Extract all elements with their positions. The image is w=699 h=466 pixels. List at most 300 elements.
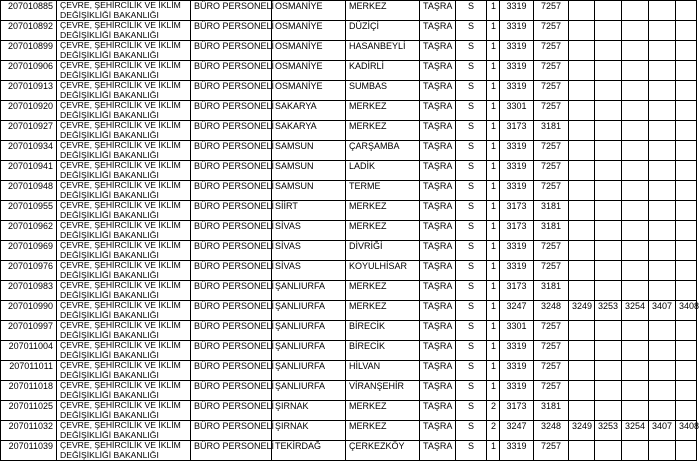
qualification-code-cell xyxy=(649,441,676,461)
unit-type-cell: TAŞRA xyxy=(420,421,456,441)
qualification-code-cell xyxy=(595,61,622,81)
position-code-cell: 207011025 xyxy=(1,401,57,421)
qualification-code-cell xyxy=(622,81,649,101)
qualification-code-cell xyxy=(595,21,622,41)
qualification-code-cell xyxy=(622,21,649,41)
qualification-code-cell xyxy=(622,141,649,161)
district-cell: MERKEZ xyxy=(346,421,420,441)
qualification-code-cell xyxy=(622,221,649,241)
unit-type-cell: TAŞRA xyxy=(420,1,456,21)
qualification-code-cell xyxy=(595,161,622,181)
province-cell: SAMSUN xyxy=(272,161,346,181)
qualification-code-cell xyxy=(569,201,595,221)
qualification-code-cell xyxy=(676,321,697,341)
province-cell: OSMANİYE xyxy=(272,61,346,81)
qualification-code-cell: 7257 xyxy=(534,21,569,41)
qualification-code-cell xyxy=(622,161,649,181)
district-cell: BİRECİK xyxy=(346,341,420,361)
qualification-code-cell xyxy=(569,181,595,201)
position-code-cell: 207010885 xyxy=(1,1,57,21)
quota-cell: 1 xyxy=(487,141,500,161)
qualification-code-cell xyxy=(595,241,622,261)
qualification-code-cell xyxy=(649,41,676,61)
qualification-code-cell xyxy=(649,81,676,101)
qualification-code-cell xyxy=(569,121,595,141)
qualification-code-cell: 3181 xyxy=(534,401,569,421)
qualification-code-cell: 3407 xyxy=(649,301,676,321)
district-cell: ÇERKEZKÖY xyxy=(346,441,420,461)
qualification-code-cell xyxy=(622,121,649,141)
qualification-code-cell: 7257 xyxy=(534,141,569,161)
class-cell: S xyxy=(456,41,487,61)
qualification-code-cell xyxy=(676,241,697,261)
qualification-code-cell: 7257 xyxy=(534,241,569,261)
province-cell: OSMANİYE xyxy=(272,81,346,101)
qualification-code-cell xyxy=(569,161,595,181)
qualification-code-cell xyxy=(676,81,697,101)
district-cell: MERKEZ xyxy=(346,121,420,141)
qualification-code-cell xyxy=(569,101,595,121)
institution-cell: ÇEVRE, ŞEHİRCİLİK VE İKLİM DEĞİŞİKLİĞİ BAKANLIĞI xyxy=(57,121,191,141)
qualification-code-cell: 7257 xyxy=(534,381,569,401)
qualification-code-cell: 3319 xyxy=(500,261,534,281)
district-cell: HİLVAN xyxy=(346,361,420,381)
table-row xyxy=(1,61,697,81)
qualification-code-cell xyxy=(569,41,595,61)
qualification-code-cell: 3319 xyxy=(500,181,534,201)
class-cell: S xyxy=(456,21,487,41)
position-code-cell: 207010983 xyxy=(1,281,57,301)
qualification-code-cell: 3253 xyxy=(595,301,622,321)
qualification-code-cell: 3319 xyxy=(500,61,534,81)
quota-cell: 1 xyxy=(487,61,500,81)
qualification-code-cell xyxy=(595,221,622,241)
qualification-code-cell xyxy=(649,101,676,121)
province-cell: SİVAS xyxy=(272,221,346,241)
position-code-cell: 207011032 xyxy=(1,421,57,441)
qualification-code-cell: 3319 xyxy=(500,381,534,401)
table-row xyxy=(1,441,697,461)
class-cell: S xyxy=(456,401,487,421)
qualification-code-cell xyxy=(622,41,649,61)
institution-cell: ÇEVRE, ŞEHİRCİLİK VE İKLİM DEĞİŞİKLİĞİ BAKANLIĞI xyxy=(57,261,191,281)
qualification-code-cell: 3181 xyxy=(534,201,569,221)
institution-cell: ÇEVRE, ŞEHİRCİLİK VE İKLİM DEĞİŞİKLİĞİ BAKANLIĞI xyxy=(57,361,191,381)
qualification-code-cell xyxy=(622,1,649,21)
qualification-code-cell xyxy=(649,161,676,181)
table-row xyxy=(1,381,697,401)
table-row xyxy=(1,1,697,21)
position-title-cell: BÜRO PERSONELİ xyxy=(191,381,272,401)
position-code-cell: 207010920 xyxy=(1,101,57,121)
table-row xyxy=(1,81,697,101)
qualification-code-cell: 3301 xyxy=(500,321,534,341)
unit-type-cell: TAŞRA xyxy=(420,341,456,361)
qualification-code-cell: 3319 xyxy=(500,341,534,361)
class-cell: S xyxy=(456,301,487,321)
province-cell: SAKARYA xyxy=(272,121,346,141)
class-cell: S xyxy=(456,361,487,381)
district-cell: SUMBAS xyxy=(346,81,420,101)
qualification-code-cell: 3407 xyxy=(649,421,676,441)
position-code-cell: 207010969 xyxy=(1,241,57,261)
unit-type-cell: TAŞRA xyxy=(420,181,456,201)
qualification-code-cell: 3408 xyxy=(676,421,697,441)
qualification-code-cell xyxy=(595,141,622,161)
qualification-code-cell xyxy=(622,61,649,81)
province-cell: SAMSUN xyxy=(272,181,346,201)
qualification-code-cell xyxy=(676,221,697,241)
qualification-code-cell: 3254 xyxy=(622,421,649,441)
qualification-code-cell: 7257 xyxy=(534,321,569,341)
table-row xyxy=(1,361,697,381)
class-cell: S xyxy=(456,101,487,121)
qualification-code-cell xyxy=(676,41,697,61)
qualification-code-cell: 3173 xyxy=(500,221,534,241)
qualification-code-cell xyxy=(569,401,595,421)
institution-cell: ÇEVRE, ŞEHİRCİLİK VE İKLİM DEĞİŞİKLİĞİ BAKANLIĞI xyxy=(57,201,191,221)
qualification-code-cell xyxy=(569,241,595,261)
qualification-code-cell xyxy=(676,381,697,401)
qualification-code-cell xyxy=(595,41,622,61)
institution-cell: ÇEVRE, ŞEHİRCİLİK VE İKLİM DEĞİŞİKLİĞİ BAKANLIĞI xyxy=(57,101,191,121)
institution-cell: ÇEVRE, ŞEHİRCİLİK VE İKLİM DEĞİŞİKLİĞİ BAKANLIĞI xyxy=(57,441,191,461)
position-code-cell: 207010934 xyxy=(1,141,57,161)
position-title-cell: BÜRO PERSONELİ xyxy=(191,121,272,141)
qualification-code-cell xyxy=(569,221,595,241)
position-title-cell: BÜRO PERSONELİ xyxy=(191,401,272,421)
qualification-code-cell: 3254 xyxy=(622,301,649,321)
province-cell: OSMANİYE xyxy=(272,41,346,61)
quota-cell: 1 xyxy=(487,121,500,141)
institution-cell: ÇEVRE, ŞEHİRCİLİK VE İKLİM DEĞİŞİKLİĞİ BAKANLIĞI xyxy=(57,41,191,61)
unit-type-cell: TAŞRA xyxy=(420,281,456,301)
qualification-code-cell: 3319 xyxy=(500,81,534,101)
qualification-code-cell: 7257 xyxy=(534,181,569,201)
qualification-code-cell: 3319 xyxy=(500,141,534,161)
qualification-code-cell xyxy=(649,381,676,401)
institution-cell: ÇEVRE, ŞEHİRCİLİK VE İKLİM DEĞİŞİKLİĞİ BAKANLIĞI xyxy=(57,21,191,41)
class-cell: S xyxy=(456,321,487,341)
qualification-code-cell xyxy=(622,381,649,401)
district-cell: MERKEZ xyxy=(346,281,420,301)
qualification-code-cell: 3248 xyxy=(534,421,569,441)
qualification-code-cell: 7257 xyxy=(534,161,569,181)
province-cell: SİİRT xyxy=(272,201,346,221)
qualification-code-cell xyxy=(676,261,697,281)
district-cell: MERKEZ xyxy=(346,221,420,241)
qualification-code-cell: 7257 xyxy=(534,361,569,381)
qualification-code-cell xyxy=(569,81,595,101)
institution-cell: ÇEVRE, ŞEHİRCİLİK VE İKLİM DEĞİŞİKLİĞİ BAKANLIĞI xyxy=(57,281,191,301)
table-row xyxy=(1,241,697,261)
position-title-cell: BÜRO PERSONELİ xyxy=(191,141,272,161)
position-code-cell: 207010997 xyxy=(1,321,57,341)
table-row xyxy=(1,401,697,421)
qualification-code-cell: 3173 xyxy=(500,201,534,221)
qualification-code-cell xyxy=(649,361,676,381)
qualification-code-cell xyxy=(622,401,649,421)
qualification-code-cell: 3247 xyxy=(500,421,534,441)
qualification-code-cell xyxy=(649,61,676,81)
district-cell: MERKEZ xyxy=(346,1,420,21)
qualification-code-cell xyxy=(569,261,595,281)
qualification-code-cell xyxy=(649,321,676,341)
qualification-code-cell: 3319 xyxy=(500,441,534,461)
position-title-cell: BÜRO PERSONELİ xyxy=(191,1,272,21)
province-cell: OSMANİYE xyxy=(272,1,346,21)
qualification-code-cell xyxy=(676,281,697,301)
province-cell: SİVAS xyxy=(272,241,346,261)
institution-cell: ÇEVRE, ŞEHİRCİLİK VE İKLİM DEĞİŞİKLİĞİ BAKANLIĞI xyxy=(57,421,191,441)
qualification-code-cell xyxy=(622,101,649,121)
qualification-code-cell xyxy=(649,341,676,361)
position-title-cell: BÜRO PERSONELİ xyxy=(191,241,272,261)
class-cell: S xyxy=(456,141,487,161)
province-cell: ŞANLIURFA xyxy=(272,281,346,301)
position-title-cell: BÜRO PERSONELİ xyxy=(191,261,272,281)
qualification-code-cell xyxy=(622,281,649,301)
quota-cell: 1 xyxy=(487,221,500,241)
position-title-cell: BÜRO PERSONELİ xyxy=(191,361,272,381)
institution-cell: ÇEVRE, ŞEHİRCİLİK VE İKLİM DEĞİŞİKLİĞİ BAKANLIĞI xyxy=(57,221,191,241)
quota-cell: 1 xyxy=(487,321,500,341)
qualification-code-cell xyxy=(595,321,622,341)
table-row xyxy=(1,101,697,121)
unit-type-cell: TAŞRA xyxy=(420,141,456,161)
class-cell: S xyxy=(456,1,487,21)
quota-cell: 1 xyxy=(487,361,500,381)
table-row xyxy=(1,221,697,241)
qualification-code-cell xyxy=(622,321,649,341)
position-code-cell: 207011004 xyxy=(1,341,57,361)
position-title-cell: BÜRO PERSONELİ xyxy=(191,221,272,241)
qualification-code-cell xyxy=(649,221,676,241)
qualification-code-cell: 3248 xyxy=(534,301,569,321)
unit-type-cell: TAŞRA xyxy=(420,101,456,121)
class-cell: S xyxy=(456,341,487,361)
table-row xyxy=(1,341,697,361)
qualification-code-cell xyxy=(595,441,622,461)
qualification-code-cell: 3301 xyxy=(500,101,534,121)
quota-cell: 1 xyxy=(487,201,500,221)
qualification-code-cell: 3173 xyxy=(500,121,534,141)
institution-cell: ÇEVRE, ŞEHİRCİLİK VE İKLİM DEĞİŞİKLİĞİ BAKANLIĞI xyxy=(57,241,191,261)
institution-cell: ÇEVRE, ŞEHİRCİLİK VE İKLİM DEĞİŞİKLİĞİ BAKANLIĞI xyxy=(57,401,191,421)
class-cell: S xyxy=(456,61,487,81)
institution-cell: ÇEVRE, ŞEHİRCİLİK VE İKLİM DEĞİŞİKLİĞİ BAKANLIĞI xyxy=(57,341,191,361)
province-cell: ŞANLIURFA xyxy=(272,381,346,401)
qualification-code-cell xyxy=(649,241,676,261)
table-row xyxy=(1,161,697,181)
qualification-code-cell xyxy=(595,121,622,141)
unit-type-cell: TAŞRA xyxy=(420,301,456,321)
qualification-code-cell xyxy=(676,441,697,461)
qualification-code-cell: 3249 xyxy=(569,301,595,321)
qualification-code-cell: 3247 xyxy=(500,301,534,321)
district-cell: DİVRİĞİ xyxy=(346,241,420,261)
quota-cell: 1 xyxy=(487,181,500,201)
qualification-code-cell: 3408 xyxy=(676,301,697,321)
position-code-cell: 207011011 xyxy=(1,361,57,381)
quota-cell: 1 xyxy=(487,1,500,21)
qualification-code-cell xyxy=(569,441,595,461)
position-title-cell: BÜRO PERSONELİ xyxy=(191,21,272,41)
qualification-code-cell xyxy=(622,181,649,201)
province-cell: OSMANİYE xyxy=(272,21,346,41)
qualification-code-cell xyxy=(622,201,649,221)
institution-cell: ÇEVRE, ŞEHİRCİLİK VE İKLİM DEĞİŞİKLİĞİ BAKANLIĞI xyxy=(57,381,191,401)
qualification-code-cell xyxy=(676,121,697,141)
province-cell: SİVAS xyxy=(272,261,346,281)
unit-type-cell: TAŞRA xyxy=(420,441,456,461)
class-cell: S xyxy=(456,181,487,201)
unit-type-cell: TAŞRA xyxy=(420,201,456,221)
class-cell: S xyxy=(456,421,487,441)
position-code-cell: 207010913 xyxy=(1,81,57,101)
unit-type-cell: TAŞRA xyxy=(420,381,456,401)
quota-cell: 1 xyxy=(487,441,500,461)
qualification-code-cell: 7257 xyxy=(534,341,569,361)
qualification-code-cell: 3173 xyxy=(500,281,534,301)
class-cell: S xyxy=(456,201,487,221)
qualification-code-cell xyxy=(676,201,697,221)
qualification-code-cell: 7257 xyxy=(534,261,569,281)
qualification-code-cell xyxy=(595,381,622,401)
class-cell: S xyxy=(456,81,487,101)
district-cell: MERKEZ xyxy=(346,201,420,221)
district-cell: ÇARŞAMBA xyxy=(346,141,420,161)
qualification-code-cell: 7257 xyxy=(534,41,569,61)
position-code-cell: 207010976 xyxy=(1,261,57,281)
table-row xyxy=(1,201,697,221)
qualification-code-cell xyxy=(595,1,622,21)
qualification-code-cell xyxy=(569,321,595,341)
qualification-code-cell: 7257 xyxy=(534,1,569,21)
qualification-code-cell: 3319 xyxy=(500,41,534,61)
qualification-code-cell xyxy=(649,201,676,221)
position-title-cell: BÜRO PERSONELİ xyxy=(191,441,272,461)
institution-cell: ÇEVRE, ŞEHİRCİLİK VE İKLİM DEĞİŞİKLİĞİ BAKANLIĞI xyxy=(57,141,191,161)
district-cell: MERKEZ xyxy=(346,101,420,121)
position-code-cell: 207011039 xyxy=(1,441,57,461)
qualification-code-cell xyxy=(649,121,676,141)
institution-cell: ÇEVRE, ŞEHİRCİLİK VE İKLİM DEĞİŞİKLİĞİ BAKANLIĞI xyxy=(57,61,191,81)
province-cell: ŞIRNAK xyxy=(272,421,346,441)
unit-type-cell: TAŞRA xyxy=(420,361,456,381)
district-cell: MERKEZ xyxy=(346,401,420,421)
qualification-code-cell: 3181 xyxy=(534,281,569,301)
qualification-code-cell xyxy=(595,401,622,421)
qualification-code-cell xyxy=(649,401,676,421)
unit-type-cell: TAŞRA xyxy=(420,121,456,141)
qualification-code-cell: 7257 xyxy=(534,441,569,461)
qualification-code-cell xyxy=(595,81,622,101)
qualification-code-cell: 7257 xyxy=(534,81,569,101)
quota-cell: 1 xyxy=(487,241,500,261)
qualification-code-cell xyxy=(676,181,697,201)
position-title-cell: BÜRO PERSONELİ xyxy=(191,321,272,341)
district-cell: KOYULHİSAR xyxy=(346,261,420,281)
position-code-cell: 207010955 xyxy=(1,201,57,221)
qualification-code-cell xyxy=(676,341,697,361)
institution-cell: ÇEVRE, ŞEHİRCİLİK VE İKLİM DEĞİŞİKLİĞİ BAKANLIĞI xyxy=(57,161,191,181)
province-cell: ŞANLIURFA xyxy=(272,361,346,381)
class-cell: S xyxy=(456,221,487,241)
qualification-code-cell: 3319 xyxy=(500,241,534,261)
qualification-code-cell xyxy=(622,361,649,381)
table-row xyxy=(1,281,697,301)
province-cell: ŞANLIURFA xyxy=(272,341,346,361)
position-code-cell: 207010962 xyxy=(1,221,57,241)
qualification-code-cell: 7257 xyxy=(534,101,569,121)
table-row xyxy=(1,181,697,201)
unit-type-cell: TAŞRA xyxy=(420,401,456,421)
position-title-cell: BÜRO PERSONELİ xyxy=(191,81,272,101)
qualification-code-cell xyxy=(676,141,697,161)
district-cell: VİRANŞEHİR xyxy=(346,381,420,401)
unit-type-cell: TAŞRA xyxy=(420,81,456,101)
province-cell: TEKİRDAĞ xyxy=(272,441,346,461)
qualification-code-cell xyxy=(569,341,595,361)
position-code-cell: 207010906 xyxy=(1,61,57,81)
province-cell: ŞANLIURFA xyxy=(272,301,346,321)
class-cell: S xyxy=(456,281,487,301)
qualification-code-cell xyxy=(676,21,697,41)
qualification-code-cell xyxy=(676,401,697,421)
district-cell: HASANBEYLİ xyxy=(346,41,420,61)
qualification-code-cell xyxy=(569,361,595,381)
table-row xyxy=(1,321,697,341)
quota-cell: 1 xyxy=(487,101,500,121)
position-title-cell: BÜRO PERSONELİ xyxy=(191,161,272,181)
qualification-code-cell: 3181 xyxy=(534,221,569,241)
position-code-cell: 207010927 xyxy=(1,121,57,141)
district-cell: LADİK xyxy=(346,161,420,181)
quota-cell: 2 xyxy=(487,401,500,421)
table-row xyxy=(1,261,697,281)
unit-type-cell: TAŞRA xyxy=(420,161,456,181)
qualification-code-cell: 3319 xyxy=(500,21,534,41)
qualification-code-cell xyxy=(569,21,595,41)
position-title-cell: BÜRO PERSONELİ xyxy=(191,301,272,321)
qualification-code-cell xyxy=(649,21,676,41)
position-code-cell: 207010892 xyxy=(1,21,57,41)
qualification-code-cell: 3249 xyxy=(569,421,595,441)
position-code-cell: 207010990 xyxy=(1,301,57,321)
institution-cell: ÇEVRE, ŞEHİRCİLİK VE İKLİM DEĞİŞİKLİĞİ BAKANLIĞI xyxy=(57,181,191,201)
quota-cell: 2 xyxy=(487,421,500,441)
institution-cell: ÇEVRE, ŞEHİRCİLİK VE İKLİM DEĞİŞİKLİĞİ BAKANLIĞI xyxy=(57,321,191,341)
unit-type-cell: TAŞRA xyxy=(420,261,456,281)
position-title-cell: BÜRO PERSONELİ xyxy=(191,101,272,121)
position-title-cell: BÜRO PERSONELİ xyxy=(191,41,272,61)
institution-cell: ÇEVRE, ŞEHİRCİLİK VE İKLİM DEĞİŞİKLİĞİ BAKANLIĞI xyxy=(57,81,191,101)
qualification-code-cell xyxy=(676,161,697,181)
qualification-code-cell xyxy=(676,101,697,121)
qualification-code-cell xyxy=(569,141,595,161)
qualification-code-cell: 3319 xyxy=(500,161,534,181)
unit-type-cell: TAŞRA xyxy=(420,61,456,81)
class-cell: S xyxy=(456,381,487,401)
quota-cell: 1 xyxy=(487,341,500,361)
quota-cell: 1 xyxy=(487,261,500,281)
province-cell: SAMSUN xyxy=(272,141,346,161)
qualification-code-cell xyxy=(622,261,649,281)
unit-type-cell: TAŞRA xyxy=(420,221,456,241)
qualification-code-cell xyxy=(676,361,697,381)
qualification-code-cell: 3253 xyxy=(595,421,622,441)
